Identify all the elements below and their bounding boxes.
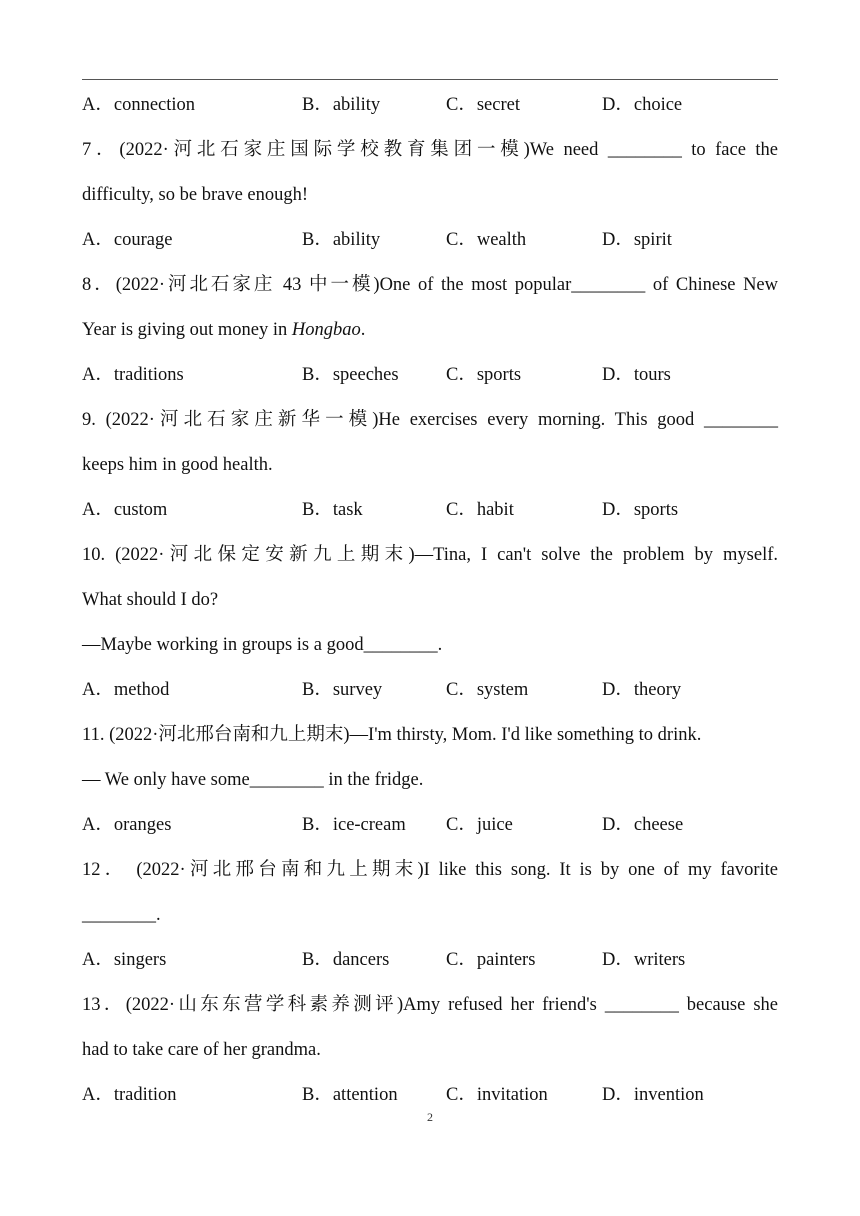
q8-stem-line2	[82, 318, 778, 342]
q13-stem-line1: 13．(2022·山东东营学科素养测评)Amy refused her friend's ________ because she	[82, 995, 778, 1015]
q11-option-b[interactable]: B．ice-cream	[302, 815, 406, 835]
page-number: 2	[427, 1110, 433, 1124]
q12-option-a[interactable]: A．singers	[82, 950, 167, 970]
q8-line2-post: .	[360, 320, 366, 340]
q11-option-d[interactable]: D．cheese	[602, 815, 684, 835]
q13-option-d[interactable]: D．invention	[602, 1085, 704, 1105]
q11-option-a[interactable]: A．oranges	[82, 815, 172, 835]
q8-option-a[interactable]: A．traditions	[82, 365, 184, 385]
q8-option-c[interactable]: C．sports	[446, 365, 522, 385]
q10-stem-line1: 10. (2022·河北保定安新九上期末)—Tina, I can't solve the problem by myself.	[82, 545, 778, 565]
q12-stem-line1: 12． (2022·河北邢台南和九上期末)I like this song. It is by one of my favorite	[82, 860, 778, 880]
q7-stem-line1: 7．(2022·河北石家庄国际学校教育集团一模)We need ________ to face the	[82, 140, 778, 160]
header-rule	[82, 79, 778, 80]
q11-stem-line2: — We only have some________ in the fridge.	[82, 770, 424, 790]
q7-stem-line2: difficulty, so be brave enough!	[82, 185, 309, 205]
q6-option-b[interactable]: B．ability	[302, 95, 381, 115]
q13-option-c[interactable]: C．invitation	[446, 1085, 548, 1105]
q7-option-a[interactable]: A．courage	[82, 230, 173, 250]
q9-option-c[interactable]: C．habit	[446, 500, 514, 520]
q9-option-d[interactable]: D．sports	[602, 500, 679, 520]
q6-option-d[interactable]: D．choice	[602, 95, 683, 115]
q7-option-c[interactable]: C．wealth	[446, 230, 527, 250]
q12-option-c[interactable]: C．painters	[446, 950, 536, 970]
q10-option-b[interactable]: B．survey	[302, 680, 383, 700]
q8-stem-line1: 8．(2022·河北石家庄 43 中一模)One of the most popular________ of Chinese New	[82, 275, 778, 295]
q9-stem-line1: 9. (2022·河北石家庄新华一模)He exercises every morning. This good ________	[82, 410, 778, 430]
q11-option-c[interactable]: C．juice	[446, 815, 513, 835]
q7-option-d[interactable]: D．spirit	[602, 230, 672, 250]
q10-option-d[interactable]: D．theory	[602, 680, 682, 700]
q13-option-b[interactable]: B．attention	[302, 1085, 398, 1105]
q11-stem-line1: 11. (2022·河北邢台南和九上期末)—I'm thirsty, Mom. I'd like something to drink.	[82, 725, 702, 745]
q6-option-c[interactable]: C．secret	[446, 95, 520, 115]
q13-stem-line2: had to take care of her grandma.	[82, 1040, 321, 1060]
q9-option-b[interactable]: B．task	[302, 500, 363, 520]
q10-stem-line2: What should I do?	[82, 590, 219, 610]
q8-line2-pre: Year is giving out money in	[82, 320, 292, 340]
q7-option-b[interactable]: B．ability	[302, 230, 381, 250]
q10-option-c[interactable]: C．system	[446, 680, 529, 700]
q12-option-b[interactable]: B．dancers	[302, 950, 390, 970]
q12-option-d[interactable]: D．writers	[602, 950, 686, 970]
q8-line2-italic: Hongbao	[291, 320, 361, 340]
q13-option-a[interactable]: A．tradition	[82, 1085, 177, 1105]
q10-stem-line3: —Maybe working in groups is a good________.	[82, 635, 443, 655]
q6-option-a[interactable]: A．connection	[82, 95, 196, 115]
q8-option-b[interactable]: B．speeches	[302, 365, 399, 385]
q12-stem-line2: ________.	[82, 905, 161, 925]
q10-option-a[interactable]: A．method	[82, 680, 170, 700]
q9-option-a[interactable]: A．custom	[82, 500, 168, 520]
q9-stem-line2: keeps him in good health.	[82, 455, 273, 475]
q8-option-d[interactable]: D．tours	[602, 365, 671, 385]
